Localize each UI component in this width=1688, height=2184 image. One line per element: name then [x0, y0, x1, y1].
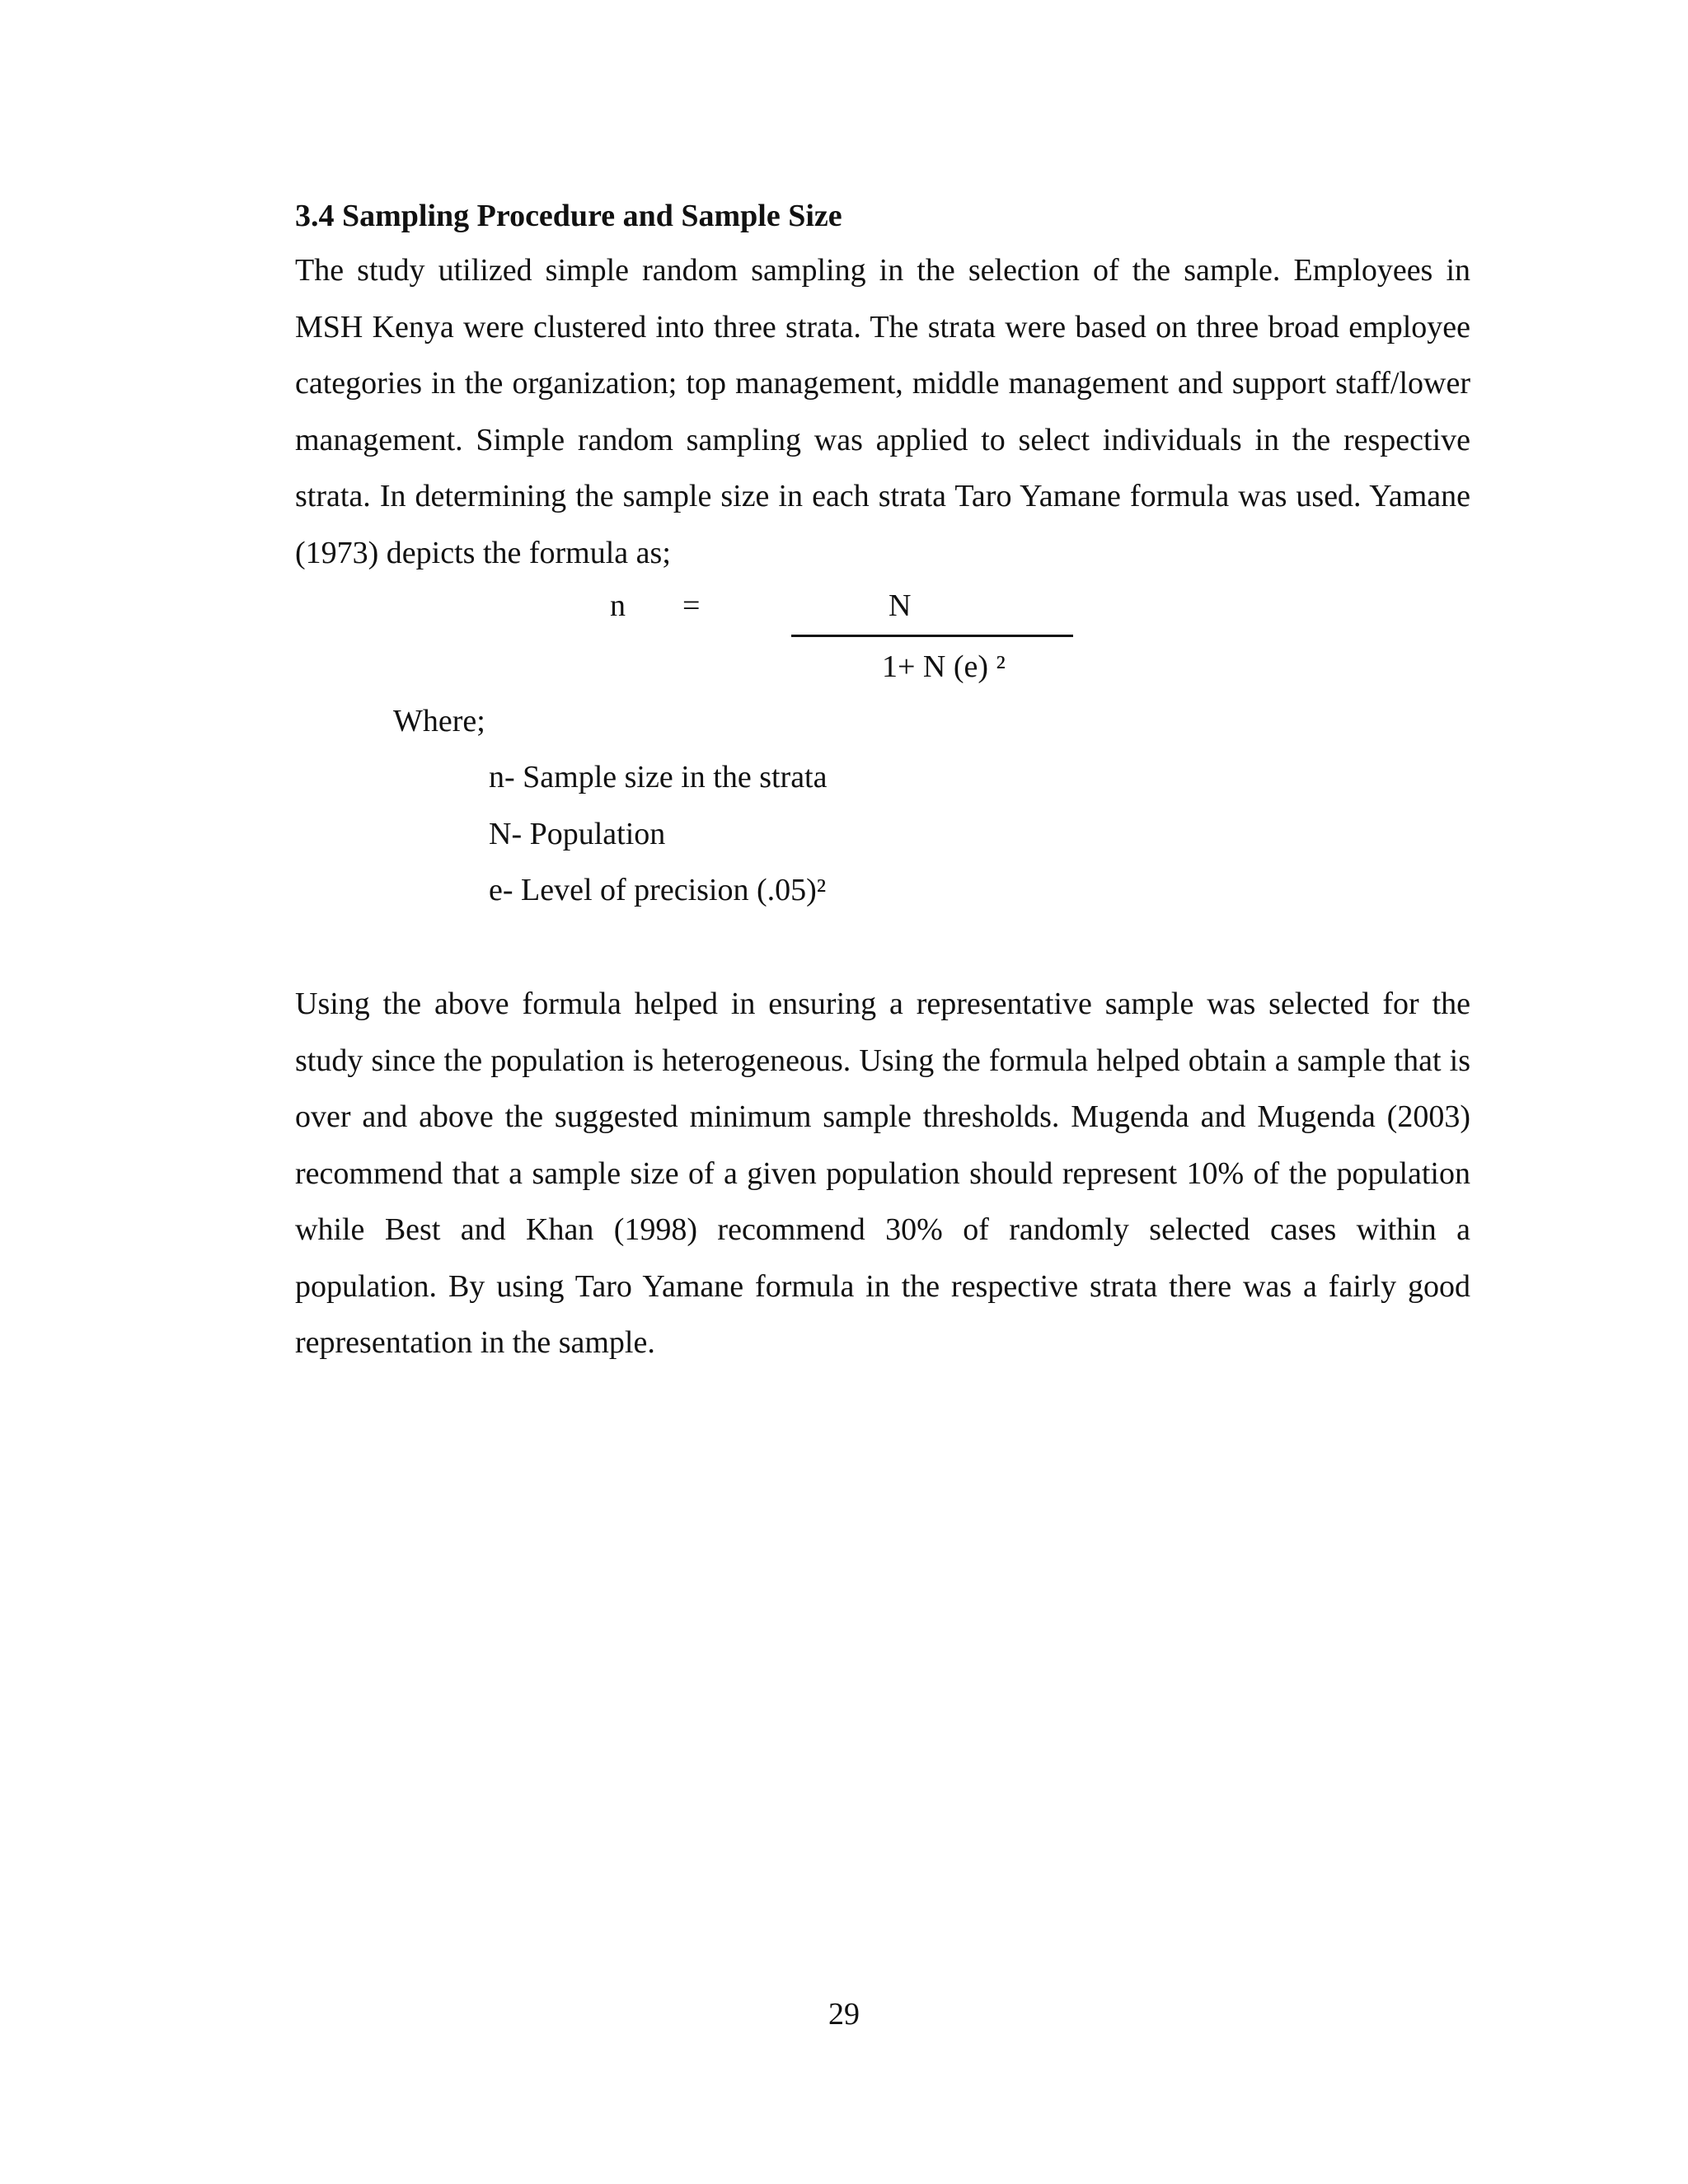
section-heading: 3.4 Sampling Procedure and Sample Size	[295, 199, 842, 233]
where-label: Where;	[393, 704, 485, 738]
formula-fraction-bar	[791, 635, 1073, 637]
definition-item: n- Sample size in the strata	[489, 760, 828, 794]
formula-lhs: n	[610, 588, 626, 623]
definition-item: N- Population	[489, 817, 666, 851]
formula-equals-sign: =	[682, 588, 701, 623]
definition-item: e- Level of precision (.05)²	[489, 873, 827, 907]
formula-denominator: 1+ N (e) ²	[882, 649, 1006, 684]
formula-numerator: N	[889, 588, 912, 623]
body-paragraph-1: The study utilized simple random sampling in the selection of the sample. Employees in MSH Kenya were clustered into three strata. The strata were based on three broad employee categories in the organization; top management, middle management and support staff/lower management. Simple random sampling was applied to select individuals in the respective strata. In determining the sample size in each strata Taro Yamane formula was used. Yamane (1973) depicts the formula as;	[295, 253, 1470, 570]
page-number: 29	[828, 1997, 860, 2032]
body-paragraph-2: Using the above formula helped in ensuring a representative sample was selected for the study since the population is heterogeneous. Using the formula helped obtain a sample that is over and above the suggested minimum sample thresholds. Mugenda and Mugenda (2003) recommend that a sample size of a given population should represent 10% of the population while Best and Khan (1998) recommend 30% of randomly selected cases within a population. By using Taro Yamane formula in the respective strata there was a fairly good representation in the sample.	[295, 987, 1470, 1360]
